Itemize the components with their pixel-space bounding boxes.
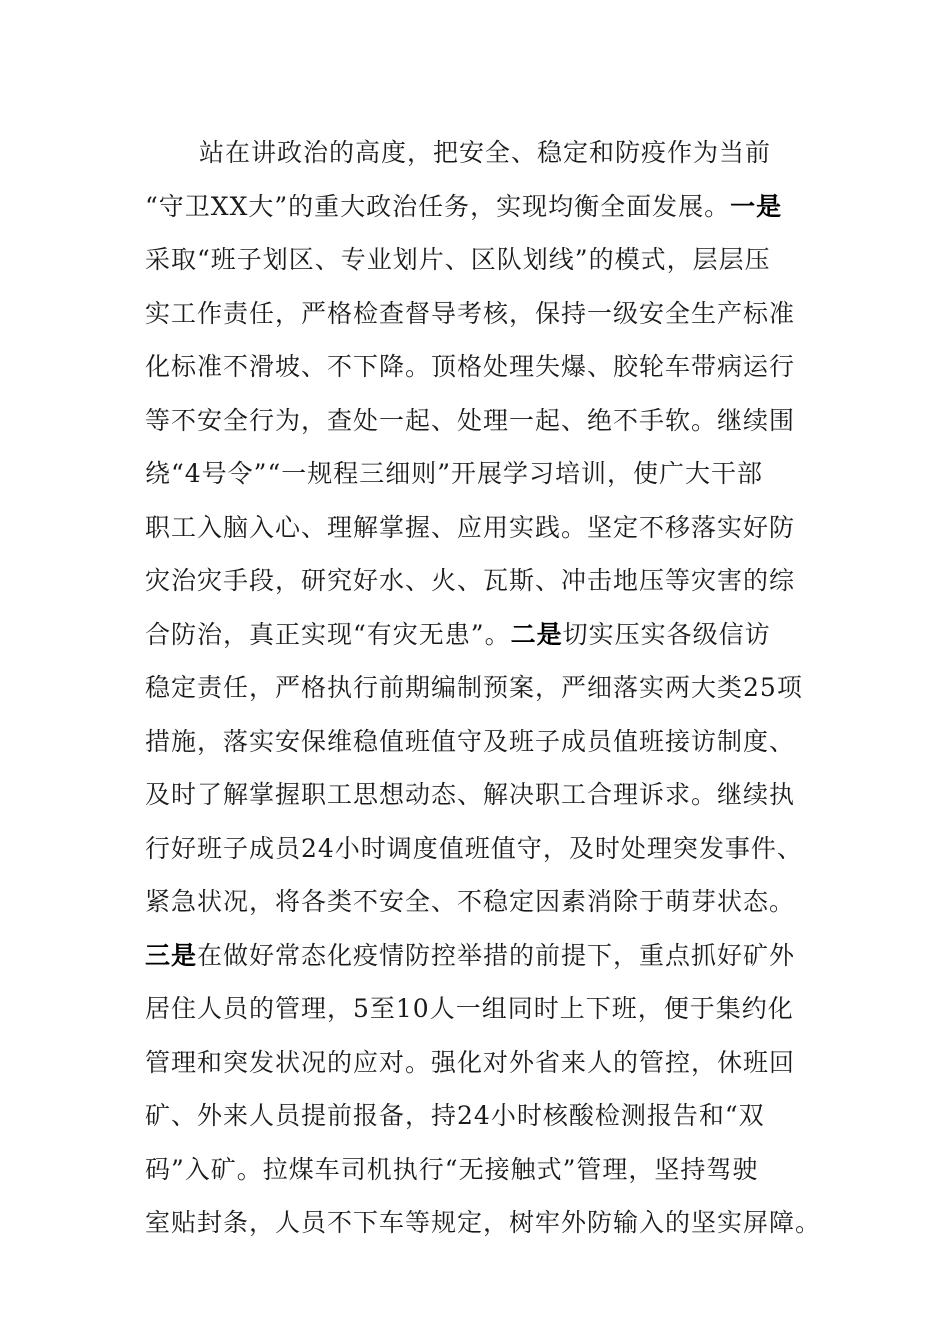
- text-line: [145, 929, 805, 983]
- text-line: [145, 394, 805, 448]
- text-segment: 化标准不滑坡、不下降。顶格处理失爆、胶轮车带病运行: [145, 352, 796, 381]
- text-segment: 矿、外来人员提前报备，持24小时核酸检测报告和“双: [145, 1101, 765, 1130]
- text-line: [145, 180, 805, 234]
- text-segment: 紧急状况，将各类不安全、不稳定因素消除于萌芽状态。: [145, 887, 796, 916]
- text-line: [145, 554, 805, 608]
- text-segment: 室贴封条，人员不下车等规定，树牢外防输入的坚实屏障。: [145, 1208, 822, 1237]
- text-line: [145, 501, 805, 555]
- text-segment: 行好班子成员24小时调度值班值守，及时处理突发事件、: [145, 833, 803, 863]
- text-line: [145, 982, 805, 1036]
- text-line: [145, 1036, 805, 1090]
- text-line: [145, 875, 805, 929]
- text-segment: 实工作责任，严格检查督导考核，保持一级安全生产标准: [145, 298, 796, 328]
- text-segment: “守卫XX大”的重大政治任务，实现均衡全面发展。: [145, 191, 731, 221]
- text-line: [145, 661, 805, 715]
- text-segment: 站在讲政治的高度，把安全、稳定和防疫作为当前: [199, 138, 772, 167]
- text-segment: 码”入矿。拉煤车司机执行“无接触式”管理，坚持驾驶: [145, 1154, 759, 1184]
- text-segment: 采取“班子划区、专业划片、区队划线”的模式，层层压: [145, 245, 771, 274]
- text-line: [145, 287, 805, 341]
- text-line: [145, 126, 805, 180]
- text-segment: 灾治灾手段，研究好水、火、瓦斯、冲击地压等灾害的综: [145, 566, 796, 595]
- text-segment: 在做好常态化疫情防控举措的前提下，重点抓好矿外: [197, 940, 796, 970]
- emphasis-marker: 三是: [145, 940, 198, 970]
- text-line: [145, 340, 805, 394]
- body-paragraph: [145, 126, 822, 1250]
- text-segment: 管理和突发状况的应对。强化对外省来人的管控，休班回: [145, 1047, 796, 1077]
- text-segment: 居住人员的管理，5至10人一组同时上下班，便于集约化: [145, 994, 794, 1023]
- text-line: [145, 1196, 822, 1250]
- emphasis-marker: 二是: [510, 619, 563, 649]
- text-line: [145, 608, 805, 662]
- text-line: [145, 447, 805, 501]
- text-segment: 及时了解掌握职工思想动态、解决职工合理诉求。继续执: [145, 780, 796, 809]
- emphasis-marker: 一是: [730, 191, 783, 221]
- text-line: [145, 1143, 805, 1197]
- text-segment: 绕“4号令”“一规程三细则”开展学习培训，使广大干部: [145, 459, 764, 488]
- text-line: [145, 768, 805, 822]
- text-line: [145, 233, 805, 287]
- text-line: [145, 822, 805, 876]
- text-line: [145, 1089, 805, 1143]
- text-segment: 稳定责任，严格执行前期编制预案，严细落实两大类25项: [145, 673, 803, 702]
- text-segment: 合防治，真正实现“有灾无患”。: [145, 619, 511, 649]
- text-segment: 等不安全行为，查处一起、处理一起、绝不手软。继续围: [145, 405, 796, 435]
- text-segment: 职工入脑入心、理解掌握、应用实践。坚定不移落实好防: [145, 512, 796, 542]
- text-segment: 措施，落实安保维稳值班值守及班子成员值班接访制度、: [145, 726, 796, 756]
- text-line: [145, 715, 805, 769]
- text-segment: 切实压实各级信访: [562, 619, 771, 649]
